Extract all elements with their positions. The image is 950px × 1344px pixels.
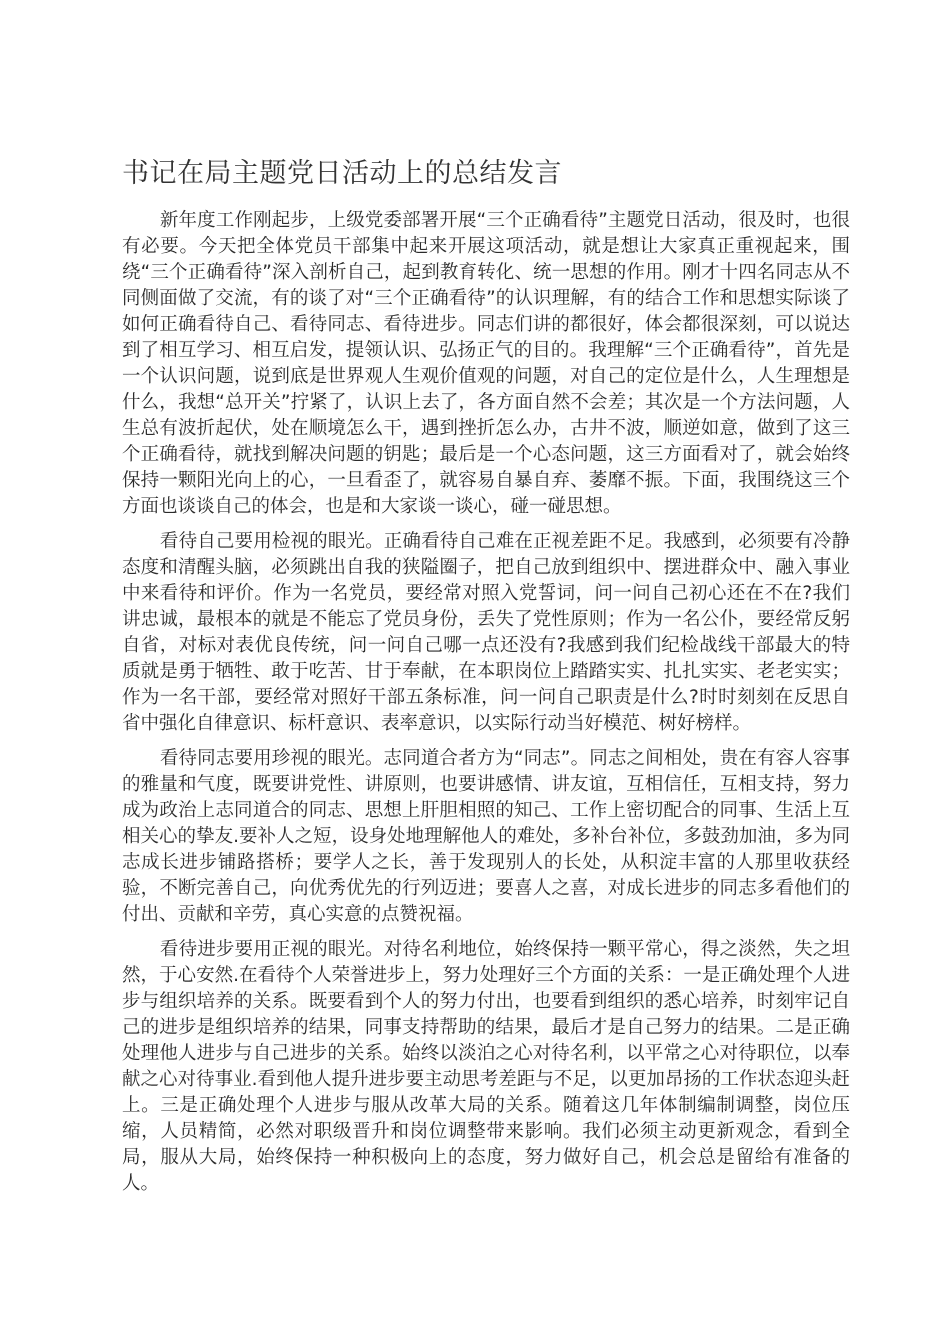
document-title: 书记在局主题党日活动上的总结发言 bbox=[122, 158, 562, 189]
paragraph-view-progress: 看待进步要用正视的眼光。对待名利地位，始终保持一颗平常心，得之淡然，失之坦然，于心安然.在看待个人荣誉进步上，努力处理好三个方面的关系：一是正确处理个人进步与组织培养的关系。既要看到个人的努力付出，也要看到组织的悉心培养，时刻牢记自己的进步是组织培养的结果，同事支持帮助的结果，最后才是自己努力的结果。二是正确处理他人进步与自己进步的关系。始终以淡泊之心对待名利，以平常之心对待职位，以奉献之心对待事业.看到他人提升进步要主动思考差距与不足，以更加昂扬的工作状态迎头赶上。三是正确处理个人进步与服从改革大局的关系。随着这几年体制编制调整，岗位压缩，人员精简，必然对职级晋升和岗位调整带来影响。我们必须主动更新观念，看到全局，服从大局，始终保持一种积极向上的态度，努力做好自己，机会总是留给有准备的人。 bbox=[122, 939, 850, 1194]
paragraph-view-self: 看待自己要用检视的眼光。正确看待自己难在正视差距不足。我感到，必须要有冷静态度和清醒头脑，必须跳出自我的狭隘圈子，把自己放到组织中、摆进群众中、融入事业中来看待和评价。作为一名党员，要经常对照入党誓词，问一问自己初心还在不在?我们讲忠诚，最根本的就是不能忘了党员身份，丢失了党性原则；作为一名公仆，要经常反躬自省，对标对表优良传统，问一问自己哪一点还没有?我感到我们纪检战线干部最大的特质就是勇于牺牲、敢于吃苦、甘于奉献，在本职岗位上踏踏实实、扎扎实实、老老实实；作为一名干部，要经常对照好干部五条标准，问一问自己职责是什么?时时刻刻在反思自省中强化自律意识、标杆意识、表率意识，以实际行动当好模范、树好榜样。 bbox=[122, 531, 850, 734]
paragraph-view-comrades: 看待同志要用珍视的眼光。志同道合者方为“同志”。同志之间相处，贵在有容人容事的雅量和气度，既要讲党性、讲原则，也要讲感情、讲友谊，互相信任，互相支持，努力成为政治上志同道合的同志、思想上肝胆相照的知己、工作上密切配合的同事、生活上互相关心的挚友.要补人之短，设身处地理解他人的难处，多补台补位，多鼓劲加油，多为同志成长进步铺路搭桥；要学人之长，善于发现别人的长处，从积淀丰富的人那里收获经验，不断完善自己，向优秀优先的行列迈进；要喜人之喜，对成长进步的同志多看他们的付出、贡献和辛劳，真心实意的点赞祝福。 bbox=[122, 748, 850, 925]
document-body bbox=[122, 208, 850, 1206]
paragraph-intro: 新年度工作刚起步，上级党委部署开展“三个正确看待”主题党日活动，很及时，也很有必要。今天把全体党员干部集中起来开展这项活动，就是想让大家真正重视起来，围绕“三个正确看待”深入剖析自己，起到教育转化、统一思想的作用。刚才十四名同志从不同侧面做了交流，有的谈了对“三个正确看待”的认识理解，有的结合工作和思想实际谈了如何正确看待自己、看待同志、看待进步。同志们讲的都很好，体会都很深刻，可以说达到了相互学习、相互启发，提领认识、弘扬正气的目的。我理解“三个正确看待”，首先是一个认识问题，说到底是世界观人生观价值观的问题，对自己的定位是什么，人生理想是什么，我想“总开关”拧紧了，认识上去了，各方面自然不会差；其次是一个方法问题，人生总有波折起伏，处在顺境怎么干，遇到挫折怎么办，古井不波，顺逆如意，做到了这三个正确看待，就找到解决问题的钥匙；最后是一个心态问题，这三方面看对了，就会始终保持一颗阳光向上的心，一旦看歪了，就容易自暴自弃、萎靡不振。下面，我围绕这三个方面也谈谈自己的体会，也是和大家谈一谈心，碰一碰思想。 bbox=[122, 210, 850, 517]
